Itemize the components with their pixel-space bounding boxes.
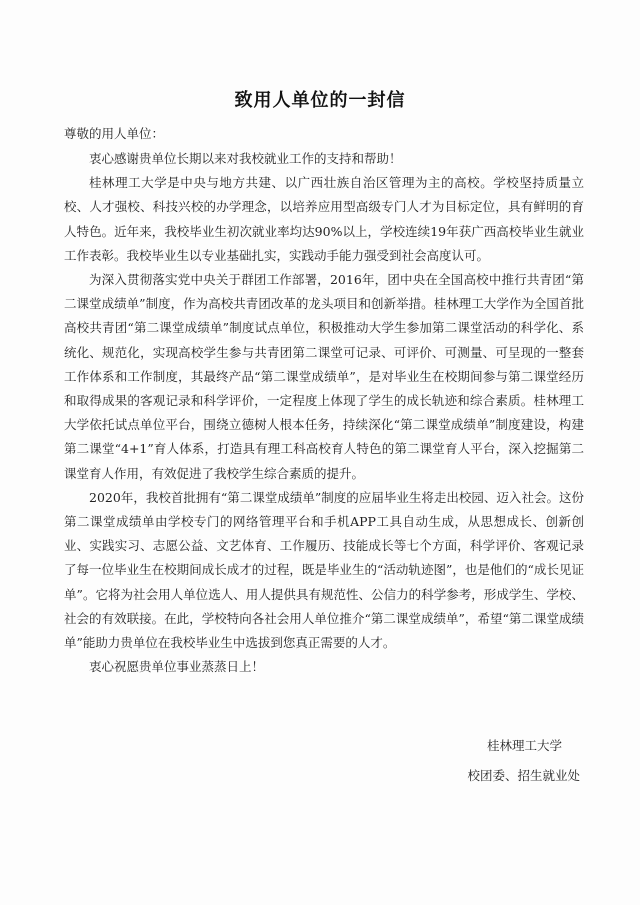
paragraph-2020-graduates: 2020年，我校首批拥有“第二课堂成绩单”制度的应届毕业生将走出校园、迈入社会。这份第二课堂成绩单由学校专门的网络管理平台和手机APP工具自动生成，从思想成长、创新创业、实践实习、志愿公益、文艺体育、工作履历、技能成长等七个方面，科学评价、客观记录了每一位毕业生在校期间成长成才的过程，既是毕业生的“活动轨迹图”，也是他们的“成长见证单”。它将为社会用人单位选人、用人提供具有规范性、公信力的科学参考，形成学生、学校、社会的有效联接。在此，学校特向各社会用人单位推介“第二课堂成绩单”，希望“第二课堂成绩单”能助力贵单位在我校毕业生中选拔到您真正需要的人才。	[64, 489, 584, 651]
paragraph-wishes: 衷心祝愿贵单位事业蒸蒸日上！	[89, 659, 265, 675]
letter-title: 致用人单位的一封信	[234, 90, 406, 111]
signature-university: 桂林理工大学	[486, 738, 562, 753]
paragraph-thanks: 衷心感谢贵单位长期以来对我校就业工作的支持和帮助！	[89, 151, 402, 166]
letter-salutation: 尊敬的用人单位：	[64, 126, 165, 141]
letter-body	[64, 147, 584, 679]
paragraph-second-classroom: 为深入贯彻落实党中央关于群团工作部署，2016年，团中央在全国高校中推行共青团“第二课堂成绩单”制度，作为高校共青团改革的龙头项目和创新举措。桂林理工大学作为全国首批高校共青团“第二课堂成绩单”制度试点单位，积极推动大学生参加第二课堂活动的科学化、系统化、规范化，实现高校学生参与共青团第二课堂可记录、可评价、可测量、可呈现的一整套工作体系和工作制度，其最终产品“第二课堂成绩单”，是对毕业生在校期间参与第二课堂经历和取得成果的客观记录和科学评价，一定程度上体现了学生的成长轨迹和综合素质。桂林理工大学依托试点单位平台，围绕立德树人根本任务，持续深化“第二课堂成绩单”制度建设，构建第二课堂“4+1”育人体系，打造具有理工科高校育人特色的第二课堂育人平台，深入挖掘第二课堂育人作用，有效促进了我校学生综合素质的提升。	[64, 272, 584, 481]
paragraph-university-intro: 桂林理工大学是中央与地方共建、以广西壮族自治区管理为主的高校。学校坚持质量立校、人才强校、科技兴校的办学理念，以培养应用型高级专门人才为目标定位，具有鲜明的育人特色。近年来，我校毕业生初次就业率均达90%以上，学校连续19年获广西高校毕业生就业工作表彰。我校毕业生以专业基础扎实，实践动手能力强受到社会高度认可。	[64, 175, 584, 263]
signature-office: 校团委、招生就业处	[467, 768, 580, 783]
